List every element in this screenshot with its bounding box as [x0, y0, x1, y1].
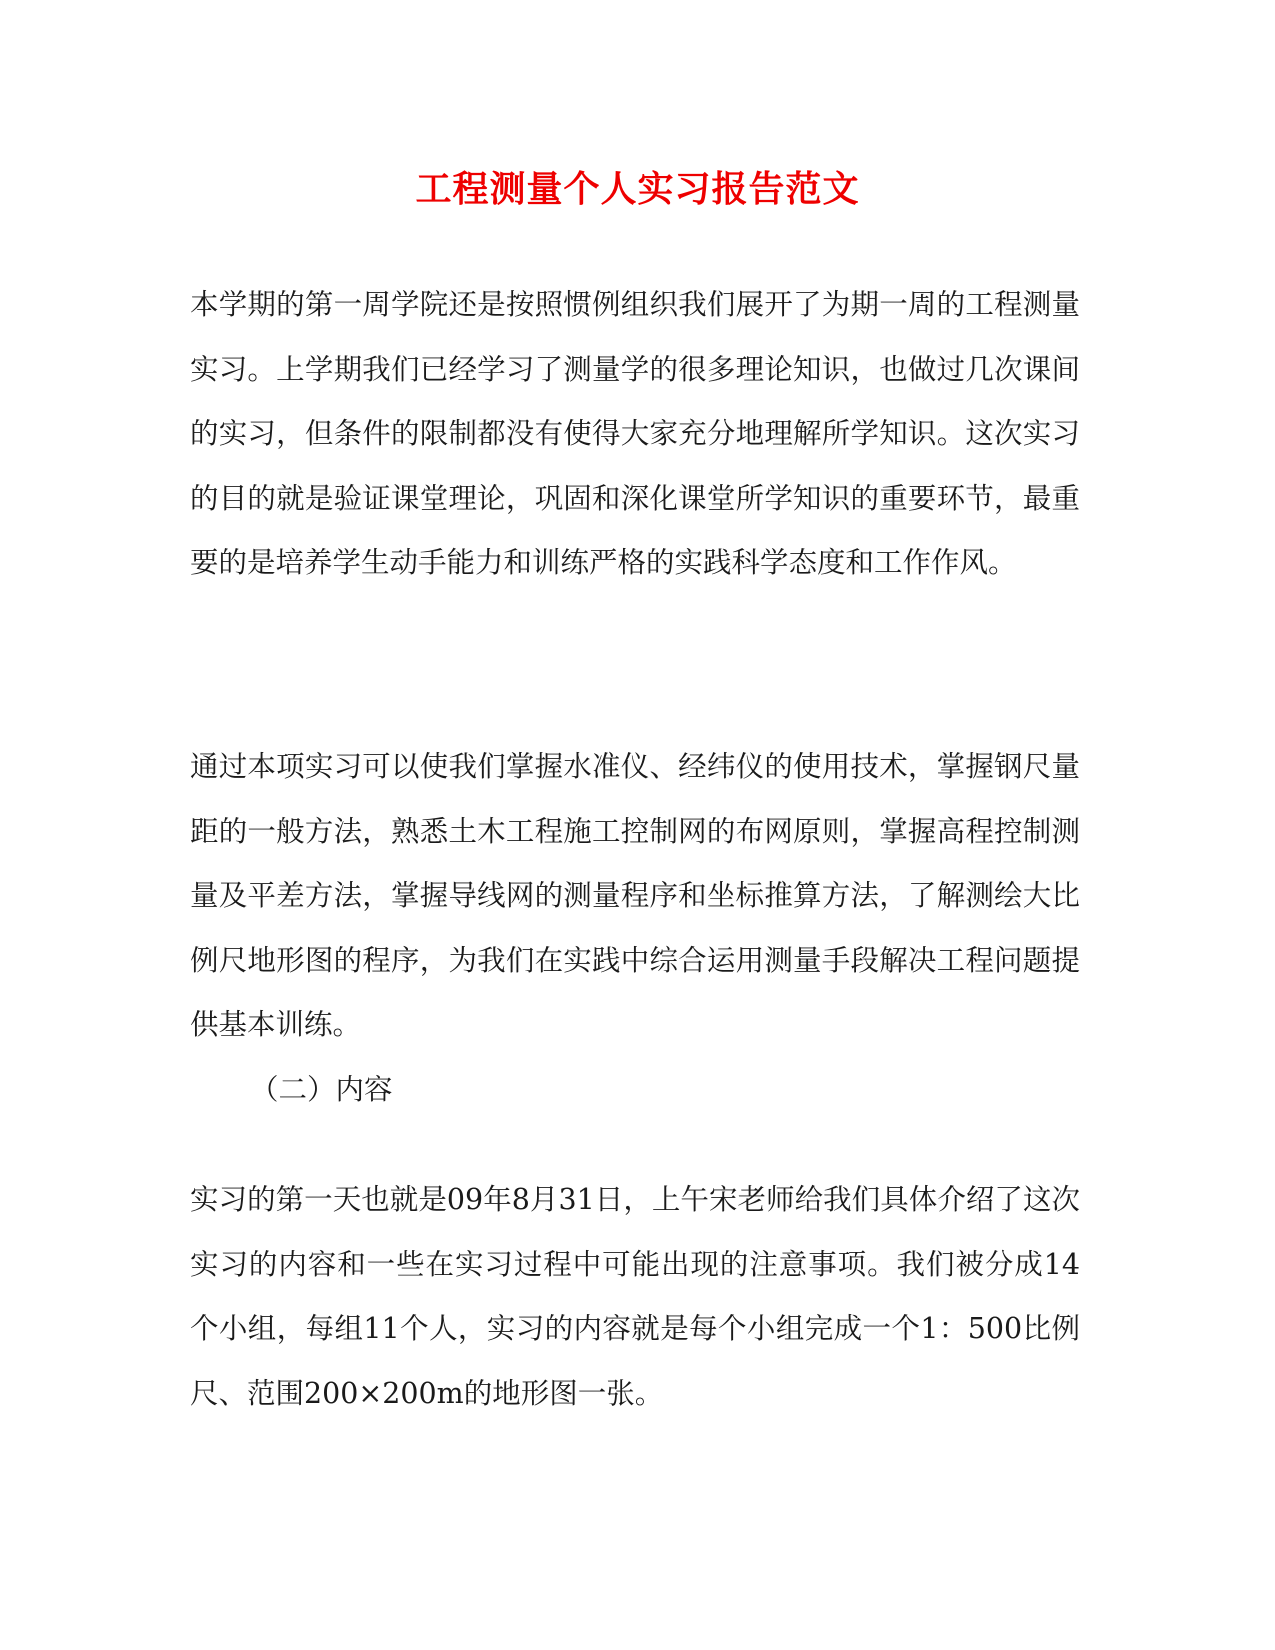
document-title: 工程测量个人实习报告范文	[415, 168, 860, 210]
section-heading: （二）内容	[250, 1073, 393, 1106]
body-paragraph-2: 通过本项实习可以使我们掌握水准仪、经纬仪的使用技术，掌握钢尺量距的一般方法，熟悉土木工程施工控制网的布网原则，掌握高程控制测量及平差方法，掌握导线网的测量程序和坐标推算方法，了解测绘大比例尺地形图的程序，为我们在实践中综合运用测量手段解决工程问题提供基本训练。	[190, 750, 1080, 1041]
section-paragraph: 实习的第一天也就是09年8月31日，上午宋老师给我们具体介绍了这次实习的内容和一些在实习过程中可能出现的注意事项。我们被分成14个小组，每组11个人，实习的内容就是每个小组完成一个1：500比例尺、范围200×200m的地形图一张。	[190, 1183, 1080, 1410]
body-paragraph-1: 本学期的第一周学院还是按照惯例组织我们展开了为期一周的工程测量实习。上学期我们已经学习了测量学的很多理论知识，也做过几次课间的实习，但条件的限制都没有使得大家充分地理解所学知识。这次实习的目的就是验证课堂理论，巩固和深化课堂所学知识的重要环节，最重要的是培养学生动手能力和训练严格的实践科学态度和工作作风。	[190, 288, 1080, 579]
